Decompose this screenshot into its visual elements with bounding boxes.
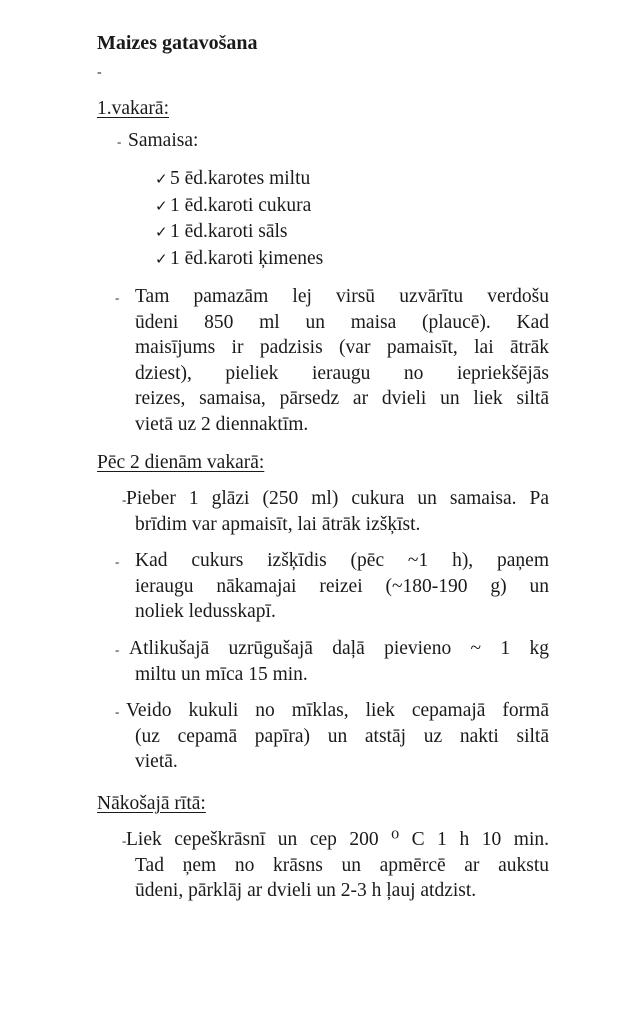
paragraph-line: miltu un mīca 15 min. [135, 663, 308, 685]
checkmark-icon: ✓ [155, 223, 168, 241]
ingredient-item [155, 193, 323, 220]
bullet-add-flour [115, 636, 549, 687]
ingredient-list [155, 166, 323, 272]
ingredient-item [155, 166, 323, 193]
bullet-add-sugar [122, 486, 549, 537]
paragraph-line: vietā uz 2 diennaktīm. [135, 413, 309, 435]
section-heading-after-two-days: Pēc 2 dienām vakarā: [97, 452, 265, 473]
bullet-dash: - [122, 492, 127, 507]
paragraph-line: Tam pamazām lej virsū uzvārītu verdošu [135, 286, 549, 307]
section-heading-next-morning: Nākošajā rītā: [97, 793, 206, 814]
document-title: Maizes gatavošana [97, 32, 258, 54]
bullet-shape-loaf [115, 698, 549, 775]
ingredient-item [155, 246, 323, 273]
paragraph-line: reizes, samaisa, pārsedz ar dvieli un liek siltā [135, 388, 549, 409]
checkmark-icon: ✓ [155, 170, 168, 188]
checkmark-icon: ✓ [155, 249, 168, 268]
stray-dash: - [97, 65, 102, 80]
bullet-dash: - [115, 554, 120, 569]
ingredient-text: 1 ēd.karoti ķimenes [170, 247, 324, 269]
bullet-dash: - [115, 642, 120, 657]
bullet-mix [117, 128, 198, 154]
paragraph-scald-flour [115, 284, 549, 437]
section-heading-first-evening: 1.vakarā: [97, 98, 170, 119]
paragraph-line: Liek cepeškrāsnī un cep 200 ⁰ C 1 h 10 min. [126, 829, 549, 850]
bullet-dash: - [117, 134, 122, 149]
bullet-text: Samaisa: [128, 130, 199, 151]
paragraph-line: Pieber 1 glāzi (250 ml) cukura un samaisa. Pa [126, 488, 549, 509]
paragraph-line: maisījums ir padzisis (var pamaisīt, lai ātrāk [135, 337, 549, 358]
bullet-dash: - [122, 833, 127, 848]
paragraph-line: brīdim var apmaisīt, lai ātrāk izšķīst. [135, 513, 421, 535]
ingredient-text: 1 ēd.karoti sāls [170, 221, 288, 242]
bullet-bake [122, 827, 549, 904]
ingredient-text: 1 ēd.karoti cukura [170, 194, 312, 216]
checkmark-icon: ✓ [155, 196, 168, 215]
paragraph-line: Atlikušajā uzrūgušajā daļā pievieno ~ 1 kg [129, 638, 549, 659]
paragraph-line: Veido kukuli no mīklas, liek cepamajā formā [126, 700, 549, 721]
bullet-dash: - [115, 290, 120, 305]
paragraph-line: (uz cepamā papīra) un atstāj uz nakti siltā [135, 725, 549, 747]
paragraph-line: ūdeni 850 ml un maisa (plaucē). Kad [135, 311, 549, 333]
paragraph-line: Tad ņem no krāsns un apmērcē ar aukstu [135, 854, 549, 876]
ingredient-item [155, 219, 323, 246]
paragraph-line: ūdeni, pārklāj ar dvieli un 2-3 h ļauj atdzist. [135, 880, 477, 901]
paragraph-line: Kad cukurs izšķīdis (pēc ~1 h), paņem [135, 550, 549, 571]
paragraph-line: ieraugu nākamajai reizei (~180-190 g) un [135, 575, 549, 597]
bullet-dash: - [115, 704, 120, 719]
paragraph-line: vietā. [135, 751, 178, 772]
paragraph-line: dziest), pieliek ieraugu no iepriekšējās [135, 362, 549, 384]
ingredient-text: 5 ēd.karotes miltu [170, 168, 311, 189]
paragraph-line: noliek ledusskapī. [135, 601, 276, 622]
bullet-take-starter [115, 548, 549, 625]
